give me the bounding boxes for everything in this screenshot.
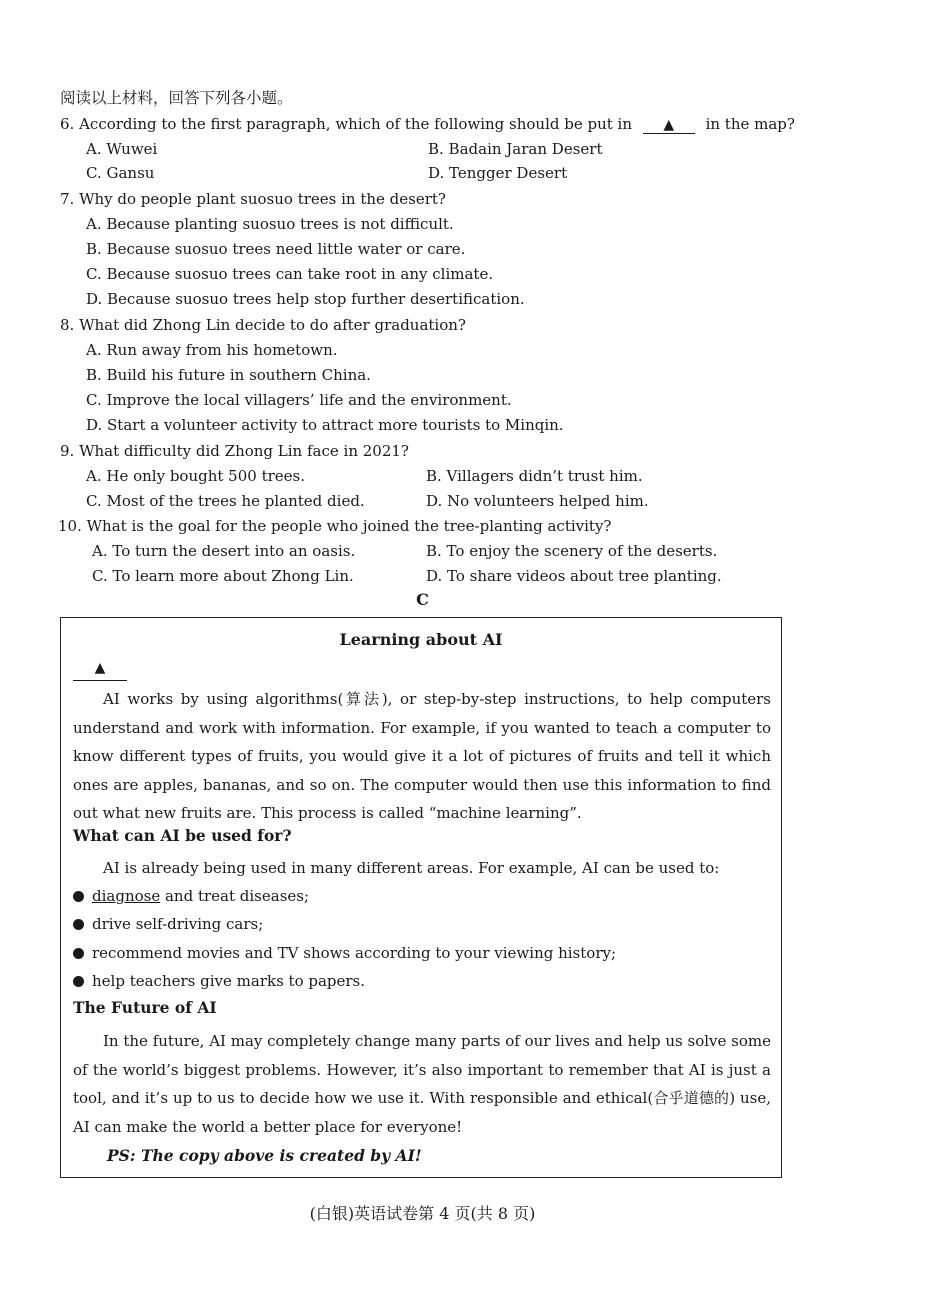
underlined-word: diagnose — [92, 887, 161, 905]
q8-option-a: A. Run away from his hometown. — [86, 341, 338, 359]
question-8: 8. What did Zhong Lin decide to do after graduation? — [60, 316, 466, 334]
section-letter: C — [416, 590, 429, 609]
q7-option-b: B. Because suosuo trees need little water or care. — [86, 240, 466, 258]
q8-option-c: C. Improve the local villagers’ life and the environment. — [86, 391, 512, 409]
bullet-item — [73, 971, 365, 991]
page-footer: (白银)英语试卷第 4 页(共 8 页) — [309, 1204, 536, 1223]
question-6 — [60, 114, 795, 134]
instruction: 阅读以上材料，回答下列各小题。 — [60, 89, 293, 107]
bullet-item — [73, 886, 309, 906]
q10-option-a: A. To turn the desert into an oasis. — [92, 542, 356, 560]
question-6-stem-end: in the map? — [705, 115, 795, 133]
q10-option-b: B. To enjoy the scenery of the deserts. — [426, 542, 718, 560]
question-9: 9. What difficulty did Zhong Lin face in 2021? — [60, 442, 409, 460]
paragraph-2: AI is already being used in many different areas. For example, AI can be used to: — [103, 859, 720, 877]
q9-option-b: B. Villagers didn’t trust him. — [426, 467, 643, 485]
bullet-dot-icon — [73, 976, 84, 987]
bullet-text: drive self-driving cars; — [92, 915, 264, 933]
ps-note: PS: The copy above is created by AI! — [107, 1146, 422, 1165]
q9-option-c: C. Most of the trees he planted died. — [86, 492, 365, 510]
q7-option-d: D. Because suosuo trees help stop further desertification. — [86, 290, 525, 308]
q10-option-c: C. To learn more about Zhong Lin. — [92, 567, 354, 585]
q6-option-a: A. Wuwei — [86, 140, 158, 158]
bullet-item — [73, 943, 616, 963]
paragraph-1: AI works by using algorithms(算法), or step-by-step instructions, to help computers understand and work with information. For example, if you wanted to teach a computer to know different types of fruits, you would give it a lot of pictures of fruits and tell it which ones are apples, bananas, and so on. The computer would then use this information to find out what new fruits are. This process is called “machine learning”. — [73, 690, 771, 822]
heading-ai-uses: What can AI be used for? — [73, 826, 292, 845]
q9-option-d: D. No volunteers helped him. — [426, 492, 649, 510]
passage-title: Learning about AI — [339, 630, 503, 649]
q8-option-b: B. Build his future in southern China. — [86, 366, 371, 384]
bullet-dot-icon — [73, 891, 84, 902]
q6-option-b: B. Badain Jaran Desert — [428, 140, 603, 158]
q7-option-c: C. Because suosuo trees can take root in any climate. — [86, 265, 494, 283]
question-6-stem: 6. According to the first paragraph, which of the following should be put in — [60, 115, 633, 133]
bullet-item — [73, 914, 263, 934]
bullet-dot-icon — [73, 948, 84, 959]
bullet-text: help teachers give marks to papers. — [92, 972, 366, 990]
question-10: 10. What is the goal for the people who joined the tree-planting activity? — [58, 517, 612, 535]
bullet-text: recommend movies and TV shows according to your viewing history; — [92, 944, 617, 962]
paragraph-3: In the future, AI may completely change many parts of our lives and help us solve some of the world’s biggest problems. However, it’s also important to remember that AI is just a tool, and it’s up to us to decide how we use it. With responsible and ethical(合乎道德的) use, AI can make the world a better place for everyone! — [73, 1032, 771, 1136]
question-7: 7. Why do people plant suosuo trees in the desert? — [60, 190, 446, 208]
answer-blank: ▲ — [643, 117, 695, 134]
passage-box — [60, 617, 782, 1178]
q8-option-d: D. Start a volunteer activity to attract more tourists to Minqin. — [86, 416, 564, 434]
bullet-dot-icon — [73, 919, 84, 930]
q6-option-d: D. Tengger Desert — [428, 164, 568, 182]
q9-option-a: A. He only bought 500 trees. — [86, 467, 305, 485]
heading-future: The Future of AI — [73, 998, 217, 1017]
subtitle-blank: ▲ — [73, 660, 127, 681]
q7-option-a: A. Because planting suosuo trees is not difficult. — [86, 215, 454, 233]
q10-option-d: D. To share videos about tree planting. — [426, 567, 722, 585]
q6-option-c: C. Gansu — [86, 164, 155, 182]
bullet-text: and treat diseases; — [160, 887, 310, 905]
